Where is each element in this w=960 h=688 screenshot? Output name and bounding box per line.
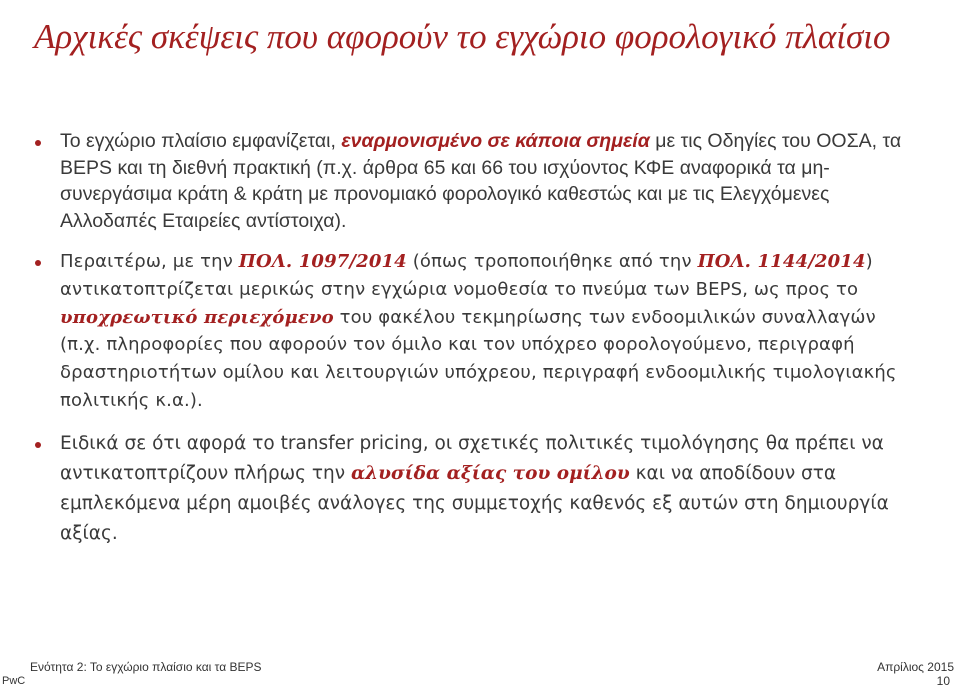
bullet-3-text-end: και να αποδίδουν στα εμπλεκόμενα μέρη αμοιβές ανάλογες της συμμετοχής καθενός εξ αυτών στη δημιουργία αξίας. [60,462,889,544]
bullet-item-3 [0,429,960,549]
bullet-dot-icon [35,260,41,266]
footer-brand: PwC [2,675,26,687]
footer-page-number: 10 [936,674,950,688]
bullet-item-2 [0,248,960,415]
bullet-2-text-end: του φακέλου τεκμηρίωσης των ενδοομιλικών συναλλαγών (π.χ. πληροφορίες που αφορούν τον όμιλο και τον υπόχρεο φορολογούμενο, περιγραφή δραστηριοτήτων ομίλου και λειτουργιών υπόχρεου, περιγραφή ενδοομιλικής τιμολογιακής πολιτικής κ.α.). [60,306,897,411]
slide-title: Αρχικές σκέψεις που αφορούν το εγχώριο φορολογικό πλαίσιο [34,17,891,56]
bullet-2-text-cont: ) αντικατοπτρίζεται μερικώς στην εγχώρια νομοθεσία το πνεύμα των BEPS, ως προς το [60,251,873,300]
bullet-1-emphasis: εναρμονισμένο σε κάποια σημεία [341,130,650,152]
bullet-2-emphasis: υποχρεωτικό περιεχόμενο [60,306,334,328]
bullet-2-text-middle: (όπως τροποποιήθηκε από την [406,251,698,272]
bullet-dot-icon [35,442,41,448]
bullet-1-text-start: Το εγχώριο πλαίσιο εμφανίζεται, [60,130,342,152]
bullet-2-reference-2: ΠΟΛ. 1144/2014 [697,251,866,272]
bullet-2-text-start: Περαιτέρω, με την [60,251,239,272]
footer-date: Απρίλιος 2015 [877,660,954,674]
bullet-2-reference-1: ΠΟΛ. 1097/2014 [238,251,407,272]
bullet-list [0,128,960,549]
bullet-3-emphasis: αλυσίδα αξίας του ομίλου [350,462,630,484]
bullet-3-text-start: Ειδικά σε ότι αφορά το transfer pricing, οι σχετικές πολιτικές τιμολόγησης θα πρέπει να αντικατοπτρίζουν πλήρως την [60,432,884,484]
bullet-1-text-end: με τις Οδηγίες του ΟΟΣΑ, τα BEPS και τη διεθνή πρακτική (π.χ. άρθρα 65 και 66 του ισχύοντος ΚΦΕ αναφορικά τα μη-συνεργάσιμα κράτη & κράτη με προνομιακό φορολογικό καθεστώς και με τις Ελεγχόμενες Αλλοδαπές Εταιρείες αντίστοιχα). [60,130,902,232]
bullet-dot-icon [35,140,41,146]
bullet-item-1 [0,128,960,234]
footer-section-title: Ενότητα 2: Το εγχώριο πλαίσιο και τα BEPS [30,660,262,674]
